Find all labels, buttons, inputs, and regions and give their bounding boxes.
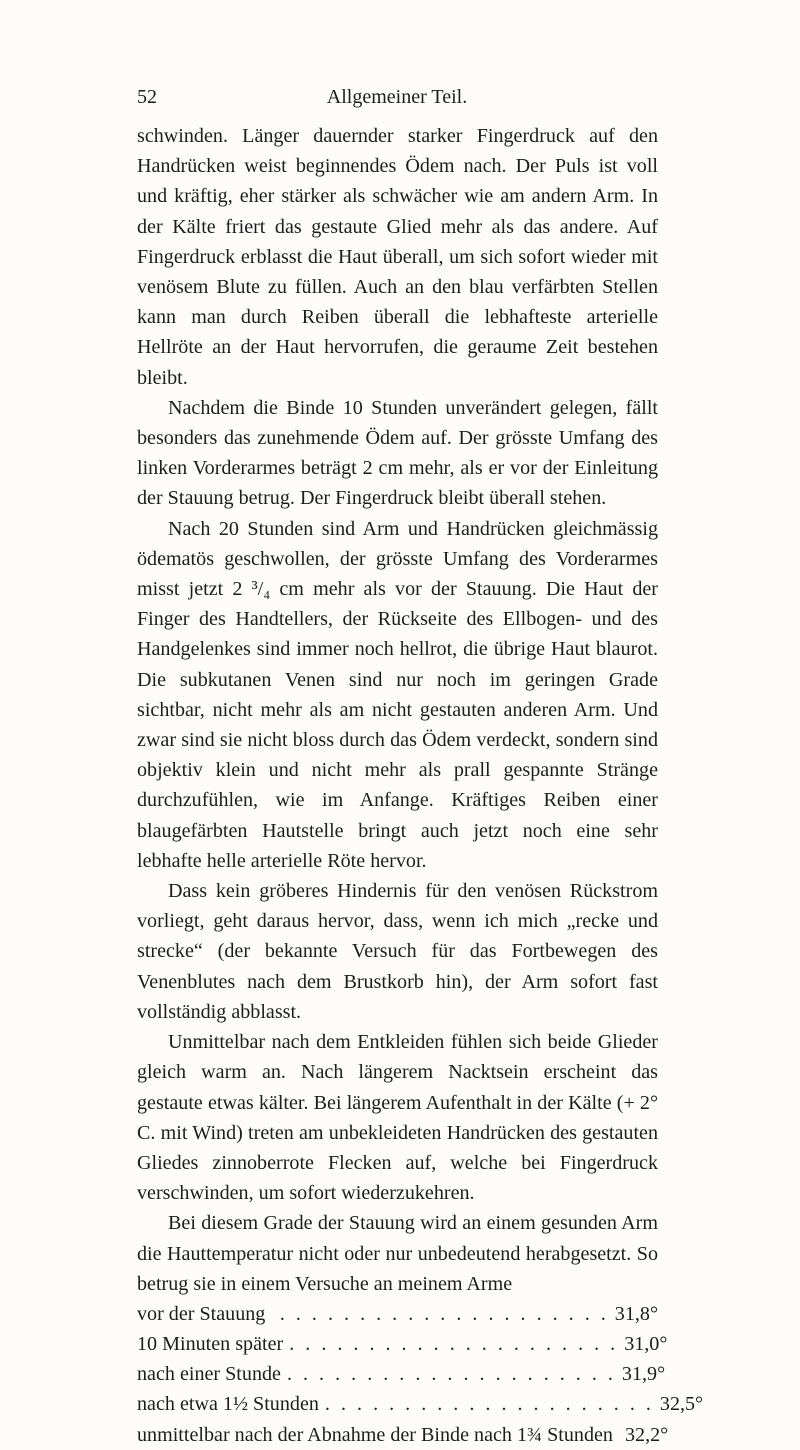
measurement-label: 10 Minuten später [137, 1333, 284, 1356]
paragraph: Dass kein gröberes Hindernis für den venösen Rückstrom vorliegt, geht daraus hervor, dass, wenn ich mich „recke und strecke“ (der bekannte Versuch für das Fortbewegen des Venenblutes nach dem Brustkorb hin), der Arm sofort fast vollständig abblasst. [137, 880, 658, 1023]
measurement-value: 32,2° [624, 1423, 669, 1446]
measurement-value: 31,8° [614, 1302, 658, 1325]
measurement-row [137, 1299, 658, 1329]
measurement-value: 31,0° [624, 1333, 668, 1356]
measurement-value: 31,9° [621, 1363, 666, 1386]
paragraph: Nachdem die Binde 10 Stunden unverändert gelegen, fällt besonders das zunehmende Ödem auf. Der grösste Umfang des linken Vorderarmes beträgt 2 cm mehr, als er vor der Einleitung der Stauung betrug. Der Fingerdruck bleibt überall stehen. [137, 396, 658, 510]
leader-dots: . . . . . . . . . . . . . . . . . . . . . [286, 1363, 616, 1386]
leader-dots: . . . . . . . . . . . . . . . . . . . . . [289, 1333, 619, 1356]
measurement-label: unmittelbar nach der Abnahme der Binde nach 1¾ Stunden [137, 1423, 613, 1446]
measurement-value: 32,5° [659, 1393, 704, 1416]
body-text [137, 121, 704, 1450]
measurement-row [137, 1359, 666, 1389]
measurement-row [137, 1329, 668, 1359]
leader-dots: . . . . . . . . . . . . . . . . . . . . . [279, 1302, 609, 1325]
measurement-label: nach etwa 1½ Stunden [137, 1393, 319, 1416]
page-number: 52 [137, 86, 157, 108]
paragraph: Unmittelbar nach dem Entkleiden fühlen sich beide Glieder gleich warm an. Nach längerem Nacktsein erscheint das gestaute etwas kälter. Bei längerem Aufenthalt in der Kälte (+ 2° C. mit Wind) treten am unbekleideten Handrücken des gestauten Gliedes zinnoberrote Flecken auf, welche bei Fingerdruck verschwinden, um sofort wiederzukehren. [137, 1031, 658, 1205]
table-intro: Bei diesem Grade der Stauung wird an einem gesunden Arm die Hauttemperatur nicht oder nur unbedeutend herabgesetzt. So betrug sie in einem Versuche an meinem Arme [137, 1212, 658, 1295]
measurement-label: nach einer Stunde [137, 1363, 281, 1386]
paragraph: Nach 20 Stunden sind Arm und Handrücken gleichmässig ödematös geschwollen, der grösste Umfang des Vorderarmes misst jetzt 2 ³/₄ cm mehr als vor der Stauung. Die Haut der Finger des Handtellers, der Rückseite des Ellbogen- und des Handgelenkes sind immer noch hellrot, die übrige Haut blaurot. Die subkutanen Venen sind nur noch im geringen Grade sichtbar, nicht mehr als am nicht gestauten anderen Arm. Und zwar sind sie nicht bloss durch das Ödem verdeckt, sondern sind objektiv klein und nicht mehr als prall gespannte Stränge durchzufühlen, wie im Anfange. Kräftiges Reiben einer blaugefärbten Hautstelle bringt auch jetzt noch eine sehr lebhafte helle arterielle Röte hervor. [137, 517, 658, 872]
measurement-row [137, 1389, 704, 1419]
page-header [137, 84, 657, 110]
measurement-label: vor der Stauung [137, 1302, 266, 1325]
paragraph: schwinden. Länger dauernder starker Fingerdruck auf den Handrücken weist beginnendes Ödem nach. Der Puls ist voll und kräftig, eher stärker als schwächer wie am andern Arm. In der Kälte friert das gestaute Glied mehr als das andere. Auf Fingerdruck erblasst die Haut überall, um sich sofort wieder mit venösem Blute zu füllen. Auch an den blau verfärbten Stellen kann man durch Reiben überall die lebhafteste arterielle Hellröte an der Haut hervorrufen, die geraume Zeit bestehen bleibt. [137, 125, 658, 389]
leader-dots: . . . . . . . . . . . . . . . . . . . . . [324, 1393, 654, 1416]
running-head: Allgemeiner Teil. [326, 86, 468, 108]
measurement-row [137, 1420, 669, 1450]
measurement-table [137, 1299, 704, 1450]
